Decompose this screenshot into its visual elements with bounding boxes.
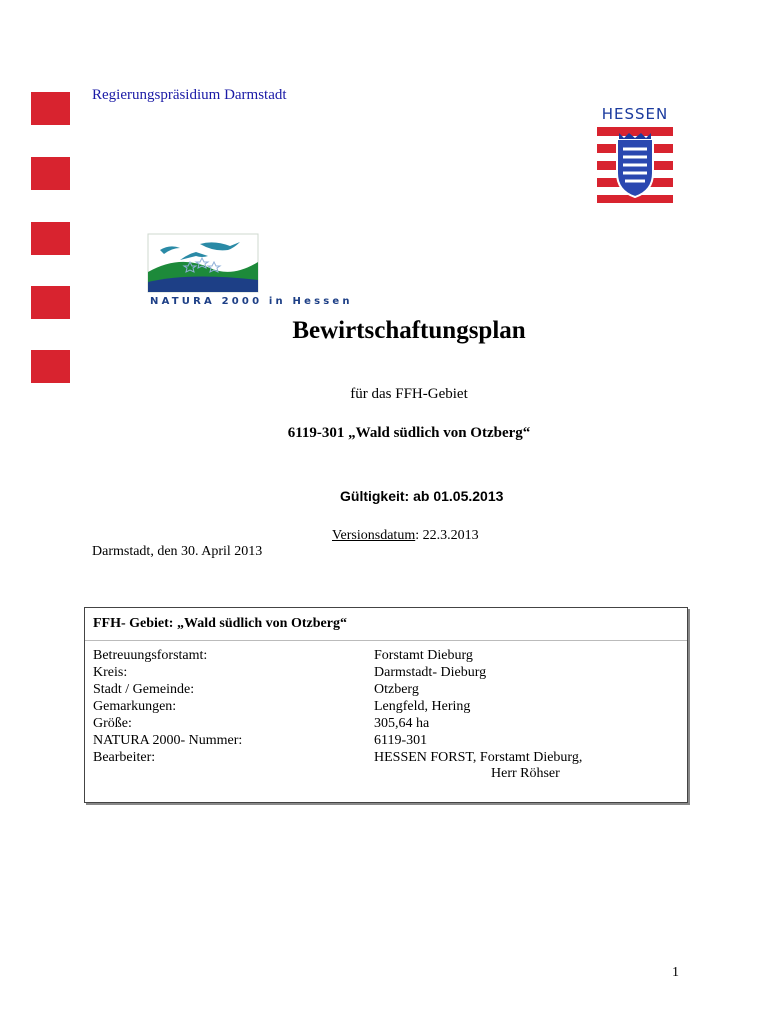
- info-value: Forstamt Dieburg: [374, 648, 473, 663]
- side-block-5: [31, 350, 70, 383]
- version-label: Versionsdatum: [332, 528, 416, 543]
- info-label: Bearbeiter:: [93, 750, 156, 765]
- info-value: 6119-301: [374, 733, 428, 748]
- info-row: [85, 665, 687, 682]
- info-value: Darmstadt- Dieburg: [374, 665, 487, 680]
- info-box-heading: FFH- Gebiet: „Wald südlich von Otzberg“: [93, 616, 347, 631]
- info-label: Größe:: [93, 716, 132, 731]
- page-number: 1: [672, 965, 679, 980]
- info-row: [85, 733, 687, 750]
- info-box-divider: [85, 640, 687, 641]
- info-label: NATURA 2000- Nummer:: [93, 733, 243, 748]
- place-date: Darmstadt, den 30. April 2013: [92, 544, 263, 559]
- for-area-line: für das FFH-Gebiet: [350, 386, 468, 402]
- side-block-3: [31, 222, 70, 255]
- info-row: [85, 750, 687, 767]
- side-block-1: [31, 92, 70, 125]
- validity-date: Gültigkeit: ab 01.05.2013: [340, 488, 504, 504]
- info-row: [85, 648, 687, 665]
- info-label: Betreuungsforstamt:: [93, 648, 208, 663]
- document-title: Bewirtschaftungsplan: [292, 317, 526, 344]
- info-label: Stadt / Gemeinde:: [93, 682, 195, 697]
- info-row: [85, 699, 687, 716]
- version-value: : 22.3.2013: [415, 528, 479, 543]
- side-block-4: [31, 286, 70, 319]
- info-value: Otzberg: [374, 682, 419, 697]
- natura-landscape-icon: [140, 232, 340, 294]
- info-box: [84, 607, 688, 803]
- info-value: Lengfeld, Hering: [374, 699, 471, 714]
- hessen-logo: [595, 105, 675, 203]
- natura-caption: NATURA 2000 in Hessen: [150, 296, 353, 307]
- area-name: 6119-301 „Wald südlich von Otzberg“: [287, 425, 531, 441]
- info-label: Kreis:: [93, 665, 128, 680]
- info-value: 305,64 ha: [374, 716, 430, 731]
- hessen-logo-text: HESSEN: [601, 105, 669, 123]
- authority-name: Regierungspräsidium Darmstadt: [92, 87, 287, 103]
- info-value-continuation: Herr Röhser: [491, 766, 560, 781]
- info-row-continuation: [85, 766, 687, 783]
- side-block-2: [31, 157, 70, 190]
- natura-2000-logo: [140, 232, 353, 312]
- hessen-coat-of-arms-icon: [595, 125, 675, 205]
- info-row: [85, 716, 687, 733]
- version-date: [332, 528, 479, 544]
- info-label: Gemarkungen:: [93, 699, 177, 714]
- info-value: HESSEN FORST, Forstamt Dieburg,: [374, 750, 583, 765]
- info-row: [85, 682, 687, 699]
